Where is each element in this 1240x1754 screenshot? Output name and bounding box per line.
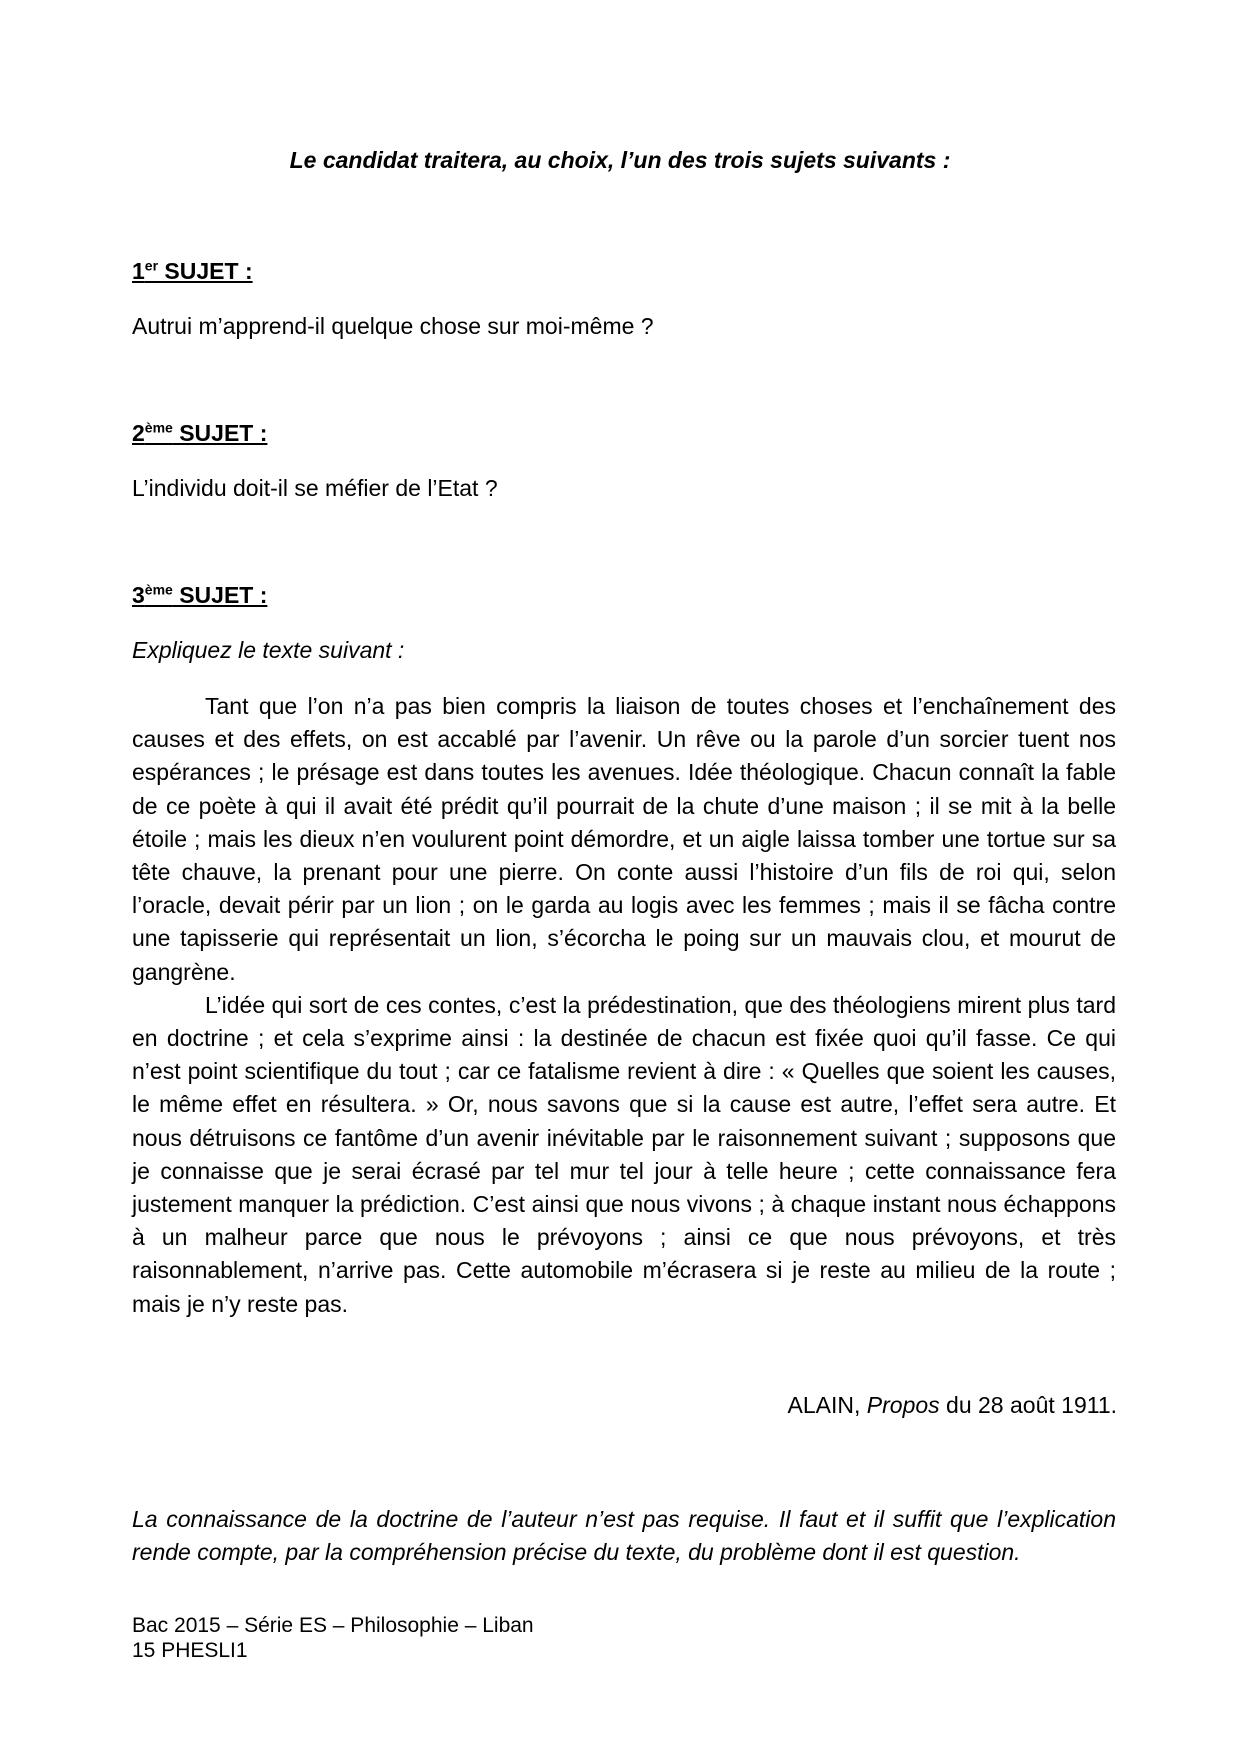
subject-1-label: SUJET :	[158, 258, 253, 284]
excerpt-attribution	[788, 1392, 1117, 1419]
subject-1-number: 1	[132, 258, 145, 284]
subject-3-ordinal-suffix: ème	[144, 581, 173, 598]
subject-3-intro: Expliquez le texte suivant :	[132, 637, 405, 663]
subject-3-number: 3	[132, 582, 145, 608]
subject-1-question: Autrui m’apprend-il quelque chose sur moi-même ?	[132, 313, 654, 339]
subject-2-ordinal-suffix: ème	[144, 419, 173, 436]
subject-2-heading	[132, 420, 267, 447]
excerpt-paragraph-1: Tant que l’on n’a pas bien compris la liaison de toutes choses et l’enchaînement des causes et des effets, on est accablé par l’avenir. Un rêve ou la parole d’un sorcier tuent nos espérances ; le présage est dans toutes les avenues. Idée théologique. Chacun connaît la fable de ce poète à qui il avait été prédit qu’il pourrait de la chute d’une maison ; il se mit à la belle étoile ; mais les dieux n’en voulurent point démordre, et un aigle laissa tomber une tortue sur sa tête chauve, la prenant pour une pierre. On conte aussi l’histoire d’un fils de roi qui, selon l’oracle, devait périr par un lion ; on le garda au logis avec les femmes ; mais il se fâcha contre une tapisserie qui représentait un lion, s’écorcha le poing sur un mauvais clou, et mourut de gangrène.	[132, 693, 1116, 985]
excerpt-paragraph-2: L’idée qui sort de ces contes, c’est la prédestination, que des théologiens mirent plus tard en doctrine ; et cela s’exprime ainsi : la destinée de chacun est fixée quoi qu’il fasse. Ce qui n’est point scientifique du tout ; car ce fatalisme revient à dire : « Quelles que soient les causes, le même effet en résultera. » Or, nous savons que si la cause est autre, l’effet sera autre. Et nous détruisons ce fantôme d’un avenir inévitable par le raisonnement suivant ; supposons que je connaisse que je serai écrasé par tel mur tel jour à telle heure ; cette connaissance fera justement manquer la prédiction. C’est ainsi que nous vivons ; à chaque instant nous échappons à un malheur parce que nous le prévoyons ; ainsi ce que nous prévoyons, et très raisonnablement, n’arrive pas. Cette automobile m’écrasera si je reste au milieu de la route ; mais je n’y reste pas.	[132, 991, 1116, 1317]
footer-exam-info: Bac 2015 – Série ES – Philosophie – Liban	[132, 1614, 534, 1637]
page-footer	[132, 1613, 534, 1663]
attribution-work: Propos	[866, 1392, 940, 1418]
subject-2-label: SUJET :	[172, 420, 268, 446]
excerpt-text	[132, 690, 1116, 1321]
subject-2-number: 2	[132, 420, 145, 446]
subject-3-label: SUJET :	[172, 582, 268, 608]
attribution-date: du 28 août 1911.	[939, 1392, 1117, 1418]
explanation-note: La connaissance de la doctrine de l’auteur n’est pas requise. Il faut et il suffit que l’explication rende compte, par la compréhension précise du texte, du problème dont il est question.	[132, 1506, 1116, 1565]
attribution-author: ALAIN,	[787, 1392, 867, 1418]
subject-1-heading	[132, 258, 253, 285]
subject-2-question: L’individu doit-il se méfier de l’Etat ?	[132, 475, 498, 501]
subject-1-ordinal-suffix: er	[144, 257, 159, 274]
footer-exam-code: 15 PHESLI1	[132, 1639, 248, 1662]
exam-instruction: Le candidat traitera, au choix, l’un des trois sujets suivants :	[289, 147, 951, 173]
subject-3-heading	[132, 582, 267, 609]
